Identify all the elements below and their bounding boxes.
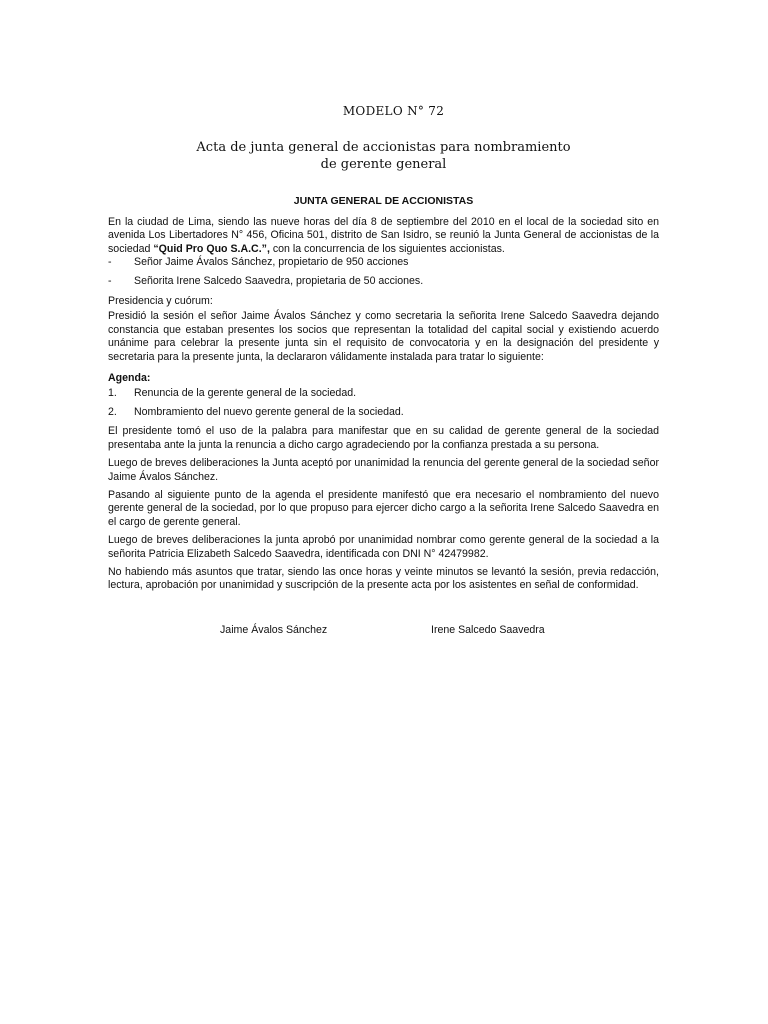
agenda-text: Renuncia de la gerente general de la sociedad. bbox=[134, 387, 357, 400]
document-title bbox=[108, 139, 659, 173]
shareholder-text: Señor Jaime Ávalos Sánchez, propietario de 950 acciones bbox=[134, 256, 409, 269]
document-page bbox=[108, 104, 659, 598]
list-marker: - bbox=[108, 256, 112, 269]
shareholder-item bbox=[108, 275, 659, 288]
body-paragraph: Luego de breves deliberaciones la Junta aceptó por unanimidad la renuncia del gerente general de la sociedad señor Jaime Ávalos Sánchez. bbox=[108, 457, 659, 483]
document-body bbox=[108, 216, 659, 593]
intro-text-after: con la concurrencia de los siguientes accionistas. bbox=[269, 242, 505, 255]
list-marker: 2. bbox=[108, 405, 117, 418]
body-paragraph: El presidente tomó el uso de la palabra para manifestar que en su calidad de gerente general de la sociedad presentaba ante la junta la renuncia a dicho cargo agradeciendo por la confianza prestada a su persona. bbox=[108, 425, 659, 451]
signature-right: Irene Salcedo Saavedra bbox=[431, 624, 545, 636]
signature-left: Jaime Ávalos Sánchez bbox=[220, 624, 328, 636]
list-marker: 1. bbox=[108, 387, 117, 400]
agenda-text: Nombramiento del nuevo gerente general de la sociedad. bbox=[134, 405, 404, 418]
body-paragraph: No habiendo más asuntos que tratar, siendo las once horas y veinte minutos se levantó la sesión, previa redacción, lectura, aprobación por unanimidad y suscripción de la presente acta por los asistentes en señal de conformidad. bbox=[108, 565, 659, 592]
agenda-item bbox=[108, 387, 659, 400]
agenda-item bbox=[108, 406, 659, 419]
agenda-label: Agenda: bbox=[108, 372, 151, 385]
title-line-2: de gerente general bbox=[320, 157, 447, 172]
section-heading: JUNTA GENERAL DE ACCIONISTAS bbox=[293, 195, 474, 207]
body-paragraph: Pasando al siguiente punto de la agenda el presidente manifestó que era necesario el nombramiento del nuevo gerente general de la sociedad, por lo que propuso para ejercer dicho cargo a la señorita Irene Salcedo Saavedra en el cargo de gerente general. bbox=[108, 488, 659, 528]
title-line-1: Acta de junta general de accionistas para nombramiento bbox=[196, 140, 571, 155]
intro-text-before: En la ciudad de Lima, siendo las nueve horas del día 8 de septiembre del 2010 en el local de la sociedad sito en avenida Los Libertadores N° 456, Oficina 501, distrito de San Isidro, se reunió la Junta General de accionistas de la sociedad bbox=[108, 216, 659, 255]
body-paragraph: Luego de breves deliberaciones la junta aprobó por unanimidad nombrar como gerente general de la sociedad a la señorita Patricia Elizabeth Salcedo Saavedra, identificada con DNI N° 42479982. bbox=[108, 534, 659, 560]
model-number: MODELO N° 72 bbox=[342, 104, 445, 118]
presidency-paragraph: Presidió la sesión el señor Jaime Ávalos Sánchez y como secretaria la señorita Irene Salcedo Saavedra dejando constancia que estaban presentes los socios que representan la totalidad del capital social y existiendo acuerdo unánime para celebrar la presente junta sin el requisito de convocatoria y en la designación del presidente y secretaria para la presente junta, la declararon válidamente instalada para tratar lo siguiente: bbox=[108, 310, 659, 363]
presidency-label: Presidencia y cuórum: bbox=[108, 295, 213, 308]
list-marker: - bbox=[108, 274, 112, 287]
shareholder-item bbox=[108, 256, 659, 269]
intro-paragraph bbox=[108, 216, 659, 256]
company-name: “Quid Pro Quo S.A.C.”, bbox=[153, 242, 270, 255]
shareholder-text: Señorita Irene Salcedo Saavedra, propietaria de 50 acciones. bbox=[134, 274, 424, 287]
